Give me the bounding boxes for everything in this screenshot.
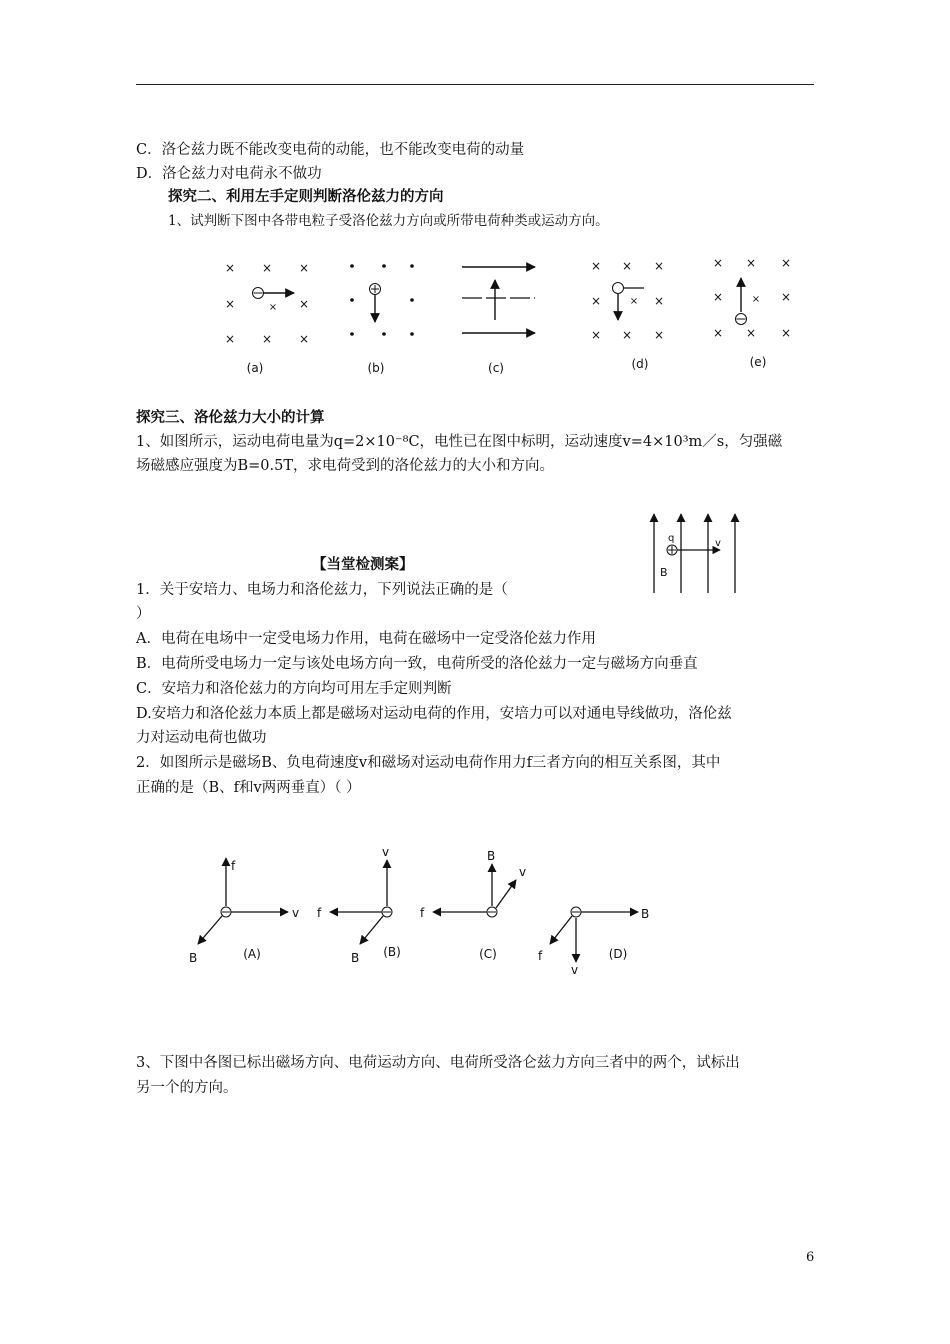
label-f: f [231, 859, 236, 873]
figure-directions [180, 840, 660, 980]
label-B: B [351, 951, 360, 965]
test-q1-paren: ） [136, 606, 151, 622]
test-q1-option-d-line1: D.安培力和洛伦兹力本质上都是磁场对运动电荷的作用，安培力可以对通电导线做功，洛伦兹 [136, 706, 732, 722]
panel-a [225, 261, 309, 375]
label-f: f [538, 949, 543, 963]
cross-mark: × [712, 256, 724, 270]
cross-mark: × [780, 290, 792, 304]
cross-mark: × [298, 261, 310, 275]
label-v: v [382, 845, 390, 859]
figure-field-charge [640, 508, 750, 598]
test-q3-line1: 3、下图中各图已标出磁场方向、电荷运动方向、电荷所受洛仑兹力方向三者中的两个，试标出 [136, 1055, 740, 1071]
option-b-diagram [317, 845, 401, 965]
label-A: (A) [243, 947, 261, 961]
test-q2-line1: 2．如图所示是磁场B、负电荷速度v和磁场对运动电荷作用力f三者方向的相互关系图，其中 [136, 755, 721, 771]
section3-question-line2: 场磁感应强度为B=0.5T，求电荷受到的洛伦兹力的大小和方向。 [136, 458, 555, 474]
cross-mark: × [224, 332, 236, 346]
cross-mark: × [745, 256, 757, 270]
label-f: f [317, 906, 322, 920]
option-d: D．洛仑兹力对电荷永不做功 [136, 166, 322, 182]
section3-title: 探究三、洛伦兹力大小的计算 [136, 410, 325, 426]
test-q1-option-a: A．电荷在电场中一定受电场力作用，电荷在磁场中一定受洛伦兹力作用 [136, 631, 596, 647]
test-q1-option-d-line2: 力对运动电荷也做功 [136, 730, 267, 746]
panel-e [713, 256, 791, 369]
cross-mark: × [780, 256, 792, 270]
test-q1-option-c: C．安培力和洛伦兹力的方向均可用左手定则判断 [136, 681, 452, 697]
cross-mark: × [261, 332, 273, 346]
cross-mark: × [261, 261, 273, 275]
test-section-title: 【当堂检测案】 [312, 557, 414, 573]
cross-mark: × [621, 259, 633, 273]
option-d-diagram [538, 907, 649, 977]
cross-mark: × [298, 332, 310, 346]
page-number: 6 [806, 1250, 815, 1265]
section2-title: 探究二、利用左手定则判断洛伦兹力的方向 [168, 189, 444, 205]
label-c: (c) [488, 361, 504, 375]
test-q1: 1．关于安培力、电场力和洛伦兹力，下列说法正确的是（ [136, 582, 508, 598]
cross-mark: × [224, 261, 236, 275]
label-b: (b) [367, 361, 385, 375]
test-q1-option-b: B．电荷所受电场力一定与该处电场方向一致，电荷所受的洛伦兹力一定与磁场方向垂直 [136, 656, 698, 672]
cross-mark: × [712, 326, 724, 340]
section2-question: 1、试判断下图中各带电粒子受洛伦兹力方向或所带电荷种类或运动方向。 [168, 213, 609, 229]
cross-mark: × [268, 302, 278, 313]
label-B: B [641, 907, 650, 921]
cross-mark: × [780, 326, 792, 340]
label-f: f [420, 906, 425, 920]
cross-mark: × [653, 259, 665, 273]
cross-mark: × [751, 294, 761, 305]
section3-question-line1: 1、如图所示，运动电荷电量为q=2×10⁻⁸C，电性已在图中标明，运动速度v=4×10³m／s，匀强磁 [136, 434, 783, 450]
cross-mark: × [745, 326, 757, 340]
label-B: B [487, 849, 496, 863]
header-rule [136, 84, 814, 85]
cross-mark: × [590, 328, 602, 342]
test-q2-line2: 正确的是（B、f和v两两垂直）（ ） [136, 780, 361, 796]
label-a: (a) [246, 361, 264, 375]
panel-c [462, 267, 535, 375]
test-q3-line2: 另一个的方向。 [136, 1080, 238, 1096]
cross-mark: × [653, 294, 665, 308]
panel-d [591, 259, 664, 371]
label-d: (d) [631, 357, 649, 371]
panel-b [350, 264, 414, 375]
cross-mark: × [653, 328, 665, 342]
cross-mark: × [590, 259, 602, 273]
label-D: (D) [608, 947, 628, 961]
option-a-diagram [189, 858, 299, 965]
label-v: v [292, 906, 300, 920]
charge-label: q [668, 533, 675, 544]
label-v: v [571, 963, 579, 977]
cross-mark: × [712, 290, 724, 304]
label-v: v [519, 865, 527, 879]
cross-mark: × [298, 297, 310, 311]
velocity-label: v [715, 538, 721, 549]
label-B-option: (B) [383, 945, 401, 959]
option-c-diagram [420, 849, 526, 961]
cross-mark: × [629, 296, 639, 307]
cross-mark: × [590, 294, 602, 308]
cross-mark: × [621, 328, 633, 342]
label-B: B [189, 951, 198, 965]
cross-mark: × [224, 297, 236, 311]
label-e: (e) [749, 355, 767, 369]
label-C: (C) [479, 947, 497, 961]
figure-particles [200, 250, 820, 380]
option-c: C．洛仑兹力既不能改变电荷的动能，也不能改变电荷的动量 [136, 142, 525, 158]
field-label: B [660, 566, 668, 579]
